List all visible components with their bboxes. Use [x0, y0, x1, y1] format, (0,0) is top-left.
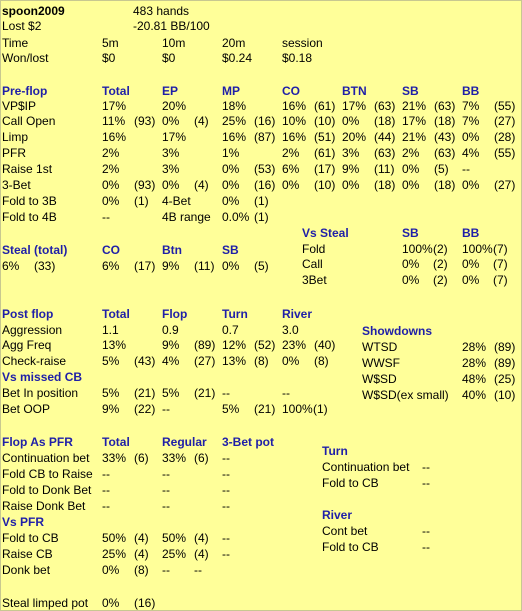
stat-value: 5%	[102, 386, 120, 400]
stat-value: 4%	[462, 146, 480, 160]
stat-sample: (11)	[194, 259, 215, 273]
stat-sample: (21)	[254, 402, 276, 416]
stat-value: 9%	[162, 338, 180, 352]
stat-sample: (5)	[254, 259, 269, 273]
steal-col-sb: SB	[222, 243, 239, 257]
stat-sample: (28)	[494, 130, 516, 144]
stat-sample: (7)	[493, 273, 508, 287]
turn-title: Turn	[322, 444, 348, 458]
stat-value: 0%	[342, 114, 360, 128]
stat-sample: (18)	[434, 178, 456, 192]
stat-sample: (44)	[374, 130, 396, 144]
stat-sample: (55)	[494, 146, 516, 160]
stat-sample: (43)	[434, 130, 456, 144]
stat-value: --	[422, 460, 430, 474]
missed-cb-row-label: Bet In position	[2, 386, 79, 400]
stat-value: 11%	[102, 114, 126, 128]
stat-sample: (4)	[134, 531, 149, 545]
stat-sample: (2)	[433, 273, 448, 287]
turn-row-label: Continuation bet	[322, 460, 410, 474]
stat-sample: (17)	[314, 162, 336, 176]
stat-sample: (61)	[314, 146, 336, 160]
vs-steal-row-label: Fold	[302, 242, 326, 256]
stat-sample: (52)	[254, 338, 276, 352]
stat-value: --	[222, 386, 230, 400]
stat-value: 100%	[402, 242, 433, 256]
stat-value: 6%	[102, 259, 120, 273]
preflop-col-ep: EP	[162, 84, 179, 98]
stat-value: 25%	[102, 547, 127, 561]
preflop-col-btn: BTN	[342, 84, 367, 98]
stat-value: --	[162, 467, 170, 481]
stat-value: --	[162, 402, 170, 416]
postflop-row-label: Aggression	[2, 323, 63, 337]
preflop-row-label: Raise 1st	[2, 162, 53, 176]
postflop-col-flop: Flop	[162, 307, 188, 321]
stat-sample: (53)	[254, 162, 276, 176]
stat-value: 0%	[402, 273, 420, 287]
stat-sample: (63)	[374, 146, 396, 160]
stat-value: 1%	[222, 146, 240, 160]
stat-value: 0%	[162, 114, 180, 128]
stat-value: --	[162, 563, 170, 577]
stat-value: 13%	[222, 354, 247, 368]
time-10m: 10m	[162, 36, 186, 50]
stat-value: 0%	[342, 178, 360, 192]
turn-row-label: Fold to CB	[322, 476, 379, 490]
stat-value: 1.1	[102, 323, 119, 337]
stat-value: 5%	[222, 402, 240, 416]
vs-steal-row-label: Call	[302, 257, 323, 271]
river-row-label: Cont bet	[322, 524, 368, 538]
stat-value: 33%	[162, 451, 187, 465]
stat-value: 33%	[102, 451, 127, 465]
preflop-row-label: Call Open	[2, 114, 56, 128]
stat-sample: (4)	[194, 178, 209, 192]
bb-per-100: -20.81 BB/100	[133, 19, 210, 33]
stat-sample: (1)	[134, 194, 149, 208]
stat-value: 7%	[462, 99, 480, 113]
stat-value: --	[162, 483, 170, 497]
stat-sample: (27)	[494, 178, 516, 192]
vs-pfr-row-label: Raise CB	[2, 547, 53, 561]
stat-value: --	[222, 451, 230, 465]
stat-value: --	[422, 540, 430, 554]
stat-sample: (4)	[134, 547, 149, 561]
preflop-row-label: Limp	[2, 130, 29, 144]
stat-sample: (5)	[434, 162, 449, 176]
lost-label: Lost $2	[2, 19, 42, 33]
wonlost-10m: $0	[162, 51, 176, 65]
postflop-row-label: Agg Freq	[2, 338, 52, 352]
stat-value: 16%	[282, 99, 307, 113]
wonlost-session: $0.18	[282, 51, 313, 65]
stat-value: 0%	[162, 178, 180, 192]
stat-sample: (27)	[194, 354, 216, 368]
wonlost-label: Won/lost	[2, 51, 49, 65]
stat-value: 12%	[222, 338, 247, 352]
flop-pfr-col-total: Total	[102, 435, 130, 449]
stat-value: --	[222, 499, 230, 513]
vs-steal-row-label: 3Bet	[302, 273, 327, 287]
stat-value: 2%	[102, 162, 120, 176]
preflop-row-label: Fold to 4B	[2, 210, 57, 224]
stat-value: 2%	[102, 146, 120, 160]
stat-value: 50%	[102, 531, 127, 545]
preflop-row-label: PFR	[2, 146, 26, 160]
stat-value: 50%	[162, 531, 187, 545]
stat-value: 3%	[162, 162, 180, 176]
stat-sample: (22)	[134, 402, 156, 416]
stat-value: 0%	[222, 194, 240, 208]
stat-value: 28%	[462, 356, 487, 370]
stat-value: 9%	[102, 402, 120, 416]
river-title: River	[322, 508, 353, 522]
stat-value: --	[422, 476, 430, 490]
stat-value: 21%	[402, 130, 427, 144]
river-row-label: Fold to CB	[322, 540, 379, 554]
wonlost-5m: $0	[102, 51, 116, 65]
stat-value: 4%	[162, 354, 180, 368]
showdowns-title: Showdowns	[362, 324, 432, 338]
postflop-col-turn: Turn	[222, 307, 248, 321]
stat-value: 3%	[162, 146, 180, 160]
stat-value: --	[282, 386, 290, 400]
flop-pfr-col-3bet: 3-Bet pot	[222, 435, 274, 449]
stat-sample: (89)	[194, 338, 216, 352]
stat-sample: (1)	[313, 402, 328, 416]
stat-value: 17%	[162, 130, 187, 144]
steal-limped-label: Steal limped pot	[2, 596, 89, 610]
stat-value: --	[102, 467, 110, 481]
stat-sample: (7)	[493, 242, 508, 256]
preflop-title: Pre-flop	[2, 84, 48, 98]
stat-value: 0%	[222, 162, 240, 176]
showdowns-row-label: WWSF	[362, 356, 400, 370]
stat-sample: (1)	[254, 194, 269, 208]
stat-value: 0.7	[222, 323, 239, 337]
stat-sample: (8)	[314, 354, 329, 368]
vs-steal-col-sb: SB	[402, 226, 419, 240]
stat-sample: (93)	[134, 178, 156, 192]
showdowns-row-label: W$SD	[362, 372, 397, 386]
stat-value: 0%	[102, 178, 120, 192]
stat-sample: (6)	[134, 451, 149, 465]
stat-value: 0%	[462, 178, 480, 192]
stat-sample: (4)	[194, 547, 209, 561]
stat-value: 0%	[402, 162, 420, 176]
wonlost-20m: $0.24	[222, 51, 253, 65]
stat-value: 16%	[222, 130, 247, 144]
time-session: session	[282, 36, 323, 50]
stat-sample: (6)	[194, 451, 209, 465]
stat-value: 3%	[342, 146, 360, 160]
preflop-row-label: 3-Bet	[2, 178, 31, 192]
stat-value: 100%	[282, 402, 313, 416]
postflop-col-river: River	[282, 307, 313, 321]
stat-value: 0.9	[162, 323, 179, 337]
showdowns-row-label: W$SD(ex small)	[362, 388, 449, 402]
flop-pfr-row-label: Fold CB to Raise	[2, 467, 93, 481]
stat-value: 100%	[462, 242, 493, 256]
stat-value: --	[102, 499, 110, 513]
stat-sample: (87)	[254, 130, 276, 144]
stat-value: 40%	[462, 388, 487, 402]
preflop-row-label: Fold to 3B	[2, 194, 57, 208]
stat-value: 0.0%	[222, 210, 250, 224]
stat-sample: (33)	[34, 259, 56, 273]
stat-sample: (93)	[134, 114, 156, 128]
stat-value: 16%	[102, 130, 127, 144]
stat-value: 20%	[342, 130, 367, 144]
stat-value: --	[162, 499, 170, 513]
stat-value: --	[222, 547, 230, 561]
stat-sample: (16)	[254, 114, 276, 128]
stat-value: 21%	[402, 99, 427, 113]
stat-value: --	[422, 524, 430, 538]
flop-pfr-row-label: Fold to Donk Bet	[2, 483, 92, 497]
stat-sample: (10)	[494, 388, 516, 402]
stat-sample: (21)	[194, 386, 216, 400]
vs-pfr-row-label: Fold to CB	[2, 531, 59, 545]
stat-sample: (10)	[314, 178, 336, 192]
stat-value: 5%	[162, 386, 180, 400]
hands-count: 483 hands	[133, 4, 190, 18]
stat-sample: (17)	[134, 259, 156, 273]
player-name: spoon2009	[2, 4, 65, 18]
stat-value: 9%	[342, 162, 360, 176]
stat-value: 0%	[462, 257, 480, 271]
stat-value: 0%	[222, 259, 240, 273]
steal-col-co: CO	[102, 243, 120, 257]
flop-pfr-col-regular: Regular	[162, 435, 207, 449]
stat-sample: (89)	[494, 340, 516, 354]
stat-value: 0%	[462, 130, 480, 144]
stat-value: 6%	[282, 162, 300, 176]
stat-value: 6%	[2, 259, 20, 273]
stat-sample: (89)	[494, 356, 516, 370]
stat-value: 13%	[102, 338, 127, 352]
stat-value: 0%	[282, 178, 300, 192]
stat-value: 7%	[462, 114, 480, 128]
stat-sample: (51)	[314, 130, 336, 144]
preflop-col-total: Total	[102, 84, 130, 98]
stat-value: 25%	[162, 547, 187, 561]
stat-sample: (18)	[374, 114, 396, 128]
stat-sample: (25)	[494, 372, 516, 386]
stat-sample: (4)	[194, 114, 209, 128]
stat-value: 17%	[342, 99, 367, 113]
stat-value: 0%	[402, 178, 420, 192]
vs-steal-col-bb: BB	[462, 226, 480, 240]
stat-sample: (1)	[254, 210, 269, 224]
stat-sample: (8)	[254, 354, 269, 368]
preflop-row-label: VP$IP	[2, 99, 37, 113]
vs-pfr-row-label: Donk bet	[2, 563, 51, 577]
stat-value: 0%	[282, 354, 300, 368]
stat-value: 18%	[222, 99, 247, 113]
preflop-col-co: CO	[282, 84, 300, 98]
vs-pfr-title: Vs PFR	[2, 515, 45, 529]
stat-sample: (55)	[494, 99, 516, 113]
stat-value: 48%	[462, 372, 487, 386]
flop-pfr-row-label: Continuation bet	[2, 451, 90, 465]
stat-sample: (40)	[314, 338, 336, 352]
stat-value: 25%	[222, 114, 247, 128]
stat-value: --	[222, 467, 230, 481]
stat-sample: (11)	[374, 162, 395, 176]
stat-value: --	[222, 483, 230, 497]
stat-sample: (63)	[434, 146, 456, 160]
missed-cb-row-label: Bet OOP	[2, 402, 51, 416]
stat-value: --	[102, 483, 110, 497]
stat-sample: (63)	[434, 99, 456, 113]
preflop-col-bb: BB	[462, 84, 480, 98]
stat-value: 0%	[222, 178, 240, 192]
stat-value: 16%	[282, 130, 307, 144]
flop-pfr-row-label: Raise Donk Bet	[2, 499, 86, 513]
stat-sample: (16)	[134, 596, 156, 610]
stat-sample: (10)	[314, 114, 336, 128]
stat-value: --	[194, 563, 202, 577]
stat-value: 20%	[162, 99, 187, 113]
time-label: Time	[2, 36, 29, 50]
time-20m: 20m	[222, 36, 246, 50]
stat-value: --	[102, 210, 110, 224]
missed-cb-title: Vs missed CB	[2, 370, 83, 384]
flop-pfr-title: Flop As PFR	[2, 435, 73, 449]
stat-sample: (21)	[134, 386, 156, 400]
postflop-row-label: Check-raise	[2, 354, 67, 368]
postflop-col-total: Total	[102, 307, 130, 321]
stat-value: --	[462, 162, 470, 176]
stat-value: --	[222, 531, 230, 545]
stat-value: 17%	[102, 99, 127, 113]
showdowns-row-label: WTSD	[362, 340, 398, 354]
stat-sample: (2)	[433, 257, 448, 271]
stat-value: 3.0	[282, 323, 299, 337]
stat-value: 17%	[402, 114, 427, 128]
stat-value: 0%	[102, 596, 120, 610]
stat-value: 5%	[102, 354, 120, 368]
preflop-row-label: 4B range	[162, 210, 211, 224]
stat-sample: (2)	[433, 242, 448, 256]
stat-value: 0%	[102, 194, 120, 208]
stat-sample: (43)	[134, 354, 156, 368]
stat-value: 10%	[282, 114, 307, 128]
stat-sample: (61)	[314, 99, 336, 113]
stat-value: 9%	[162, 259, 180, 273]
stat-sample: (18)	[374, 178, 396, 192]
preflop-row-label: 4-Bet	[162, 194, 191, 208]
stat-value: 2%	[282, 146, 300, 160]
preflop-col-mp: MP	[222, 84, 240, 98]
stat-sample: (16)	[254, 178, 276, 192]
stat-sample: (8)	[134, 563, 149, 577]
preflop-col-sb: SB	[402, 84, 419, 98]
stat-value: 0%	[402, 257, 420, 271]
stat-sample: (63)	[374, 99, 396, 113]
stat-sample: (4)	[194, 531, 209, 545]
steal-title: Steal (total)	[2, 243, 68, 257]
stat-value: 0%	[102, 563, 120, 577]
vs-steal-title: Vs Steal	[302, 226, 349, 240]
stat-sample: (18)	[434, 114, 456, 128]
steal-col-btn: Btn	[162, 243, 182, 257]
stat-sample: (7)	[493, 257, 508, 271]
stat-value: 23%	[282, 338, 307, 352]
stat-value: 2%	[402, 146, 420, 160]
stat-value: 0%	[462, 273, 480, 287]
stat-value: 28%	[462, 340, 487, 354]
time-5m: 5m	[102, 36, 119, 50]
postflop-title: Post flop	[2, 307, 54, 321]
stat-sample: (27)	[494, 114, 516, 128]
